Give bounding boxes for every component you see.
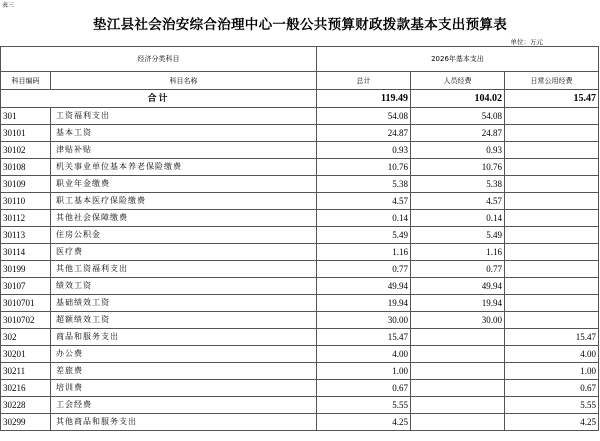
row-code: 30211 [1,363,51,380]
row-public: 1.00 [505,363,599,380]
row-personnel [411,329,505,346]
row-personnel: 0.77 [411,261,505,278]
row-public [505,244,599,261]
row-public [505,227,599,244]
row-code: 30110 [1,193,51,210]
row-total: 10.76 [317,159,411,176]
row-name: 工会经费 [51,397,317,414]
row-code: 3010702 [1,312,51,329]
table-row [1,380,599,397]
table-row [1,244,599,261]
row-name: 医疗费 [51,244,317,261]
row-personnel: 19.94 [411,295,505,312]
row-personnel: 49.94 [411,278,505,295]
row-personnel [411,414,505,431]
row-code: 30107 [1,278,51,295]
row-personnel: 10.76 [411,159,505,176]
row-name: 培训费 [51,380,317,397]
table-row [1,176,599,193]
budget-table [0,46,599,431]
row-total: 19.94 [317,295,411,312]
row-total: 5.49 [317,227,411,244]
row-public [505,142,599,159]
table-row [1,346,599,363]
row-name: 其他工资福利支出 [51,261,317,278]
row-public [505,176,599,193]
row-total: 5.55 [317,397,411,414]
row-name: 住房公积金 [51,227,317,244]
table-row [1,414,599,431]
table-row [1,397,599,414]
row-total: 4.00 [317,346,411,363]
row-name: 职业年金缴费 [51,176,317,193]
row-name: 津贴补贴 [51,142,317,159]
summary-public: 15.47 [505,90,599,108]
summary-label: 合计 [1,90,317,108]
row-total: 0.77 [317,261,411,278]
row-code: 30228 [1,397,51,414]
sheet-tag: 表三 [2,2,15,9]
page-title: 垫江县社会治安综合治理中心一般公共预算财政拨款基本支出预算表 [93,17,507,33]
row-code: 30102 [1,142,51,159]
row-public [505,278,599,295]
table-row [1,108,599,125]
table-row [1,278,599,295]
row-public [505,261,599,278]
table-row [1,329,599,346]
row-code: 30109 [1,176,51,193]
header-total: 总计 [317,72,411,90]
row-code: 3010701 [1,295,51,312]
row-public [505,295,599,312]
row-total: 4.57 [317,193,411,210]
row-public [505,210,599,227]
row-personnel: 30.00 [411,312,505,329]
summary-row [1,90,599,108]
header-econ-group: 经济分类科目 [1,47,317,72]
row-name: 工资福利支出 [51,108,317,125]
row-code: 30216 [1,380,51,397]
row-name: 其他社会保障缴费 [51,210,317,227]
table-row [1,261,599,278]
row-total: 30.00 [317,312,411,329]
row-public [505,125,599,142]
row-personnel: 54.08 [411,108,505,125]
row-code: 30113 [1,227,51,244]
row-name: 商品和服务支出 [51,329,317,346]
header-name: 科目名称 [51,72,317,90]
row-public: 5.55 [505,397,599,414]
row-name: 基本工资 [51,125,317,142]
row-code: 30299 [1,414,51,431]
table-row [1,159,599,176]
row-name: 基础绩效工资 [51,295,317,312]
row-name: 办公费 [51,346,317,363]
row-personnel: 0.93 [411,142,505,159]
row-name: 超额绩效工资 [51,312,317,329]
table-row [1,125,599,142]
row-personnel [411,380,505,397]
row-total: 49.94 [317,278,411,295]
row-total: 15.47 [317,329,411,346]
row-name: 机关事业单位基本养老保险缴费 [51,159,317,176]
row-name: 绩效工资 [51,278,317,295]
row-code: 30108 [1,159,51,176]
row-name: 差旅费 [51,363,317,380]
row-personnel [411,363,505,380]
row-total: 5.38 [317,176,411,193]
row-personnel [411,346,505,363]
row-code: 302 [1,329,51,346]
row-code: 30112 [1,210,51,227]
row-code: 30114 [1,244,51,261]
row-personnel: 4.57 [411,193,505,210]
unit-label: 单位：万元 [510,38,543,46]
table-row [1,227,599,244]
table-row [1,295,599,312]
row-personnel: 5.38 [411,176,505,193]
row-code: 30201 [1,346,51,363]
table-row [1,142,599,159]
row-total: 54.08 [317,108,411,125]
row-public [505,108,599,125]
table-row [1,193,599,210]
row-public: 0.67 [505,380,599,397]
row-public: 4.25 [505,414,599,431]
row-total: 0.67 [317,380,411,397]
row-code: 30101 [1,125,51,142]
row-personnel: 1.16 [411,244,505,261]
summary-personnel: 104.02 [411,90,505,108]
summary-total: 119.49 [317,90,411,108]
row-total: 24.87 [317,125,411,142]
row-total: 0.14 [317,210,411,227]
header-code: 科目编码 [1,72,51,90]
row-code: 30199 [1,261,51,278]
row-public [505,193,599,210]
row-code: 301 [1,108,51,125]
row-personnel: 24.87 [411,125,505,142]
row-public: 4.00 [505,346,599,363]
table-row [1,312,599,329]
row-personnel: 0.14 [411,210,505,227]
row-public [505,312,599,329]
row-total: 0.93 [317,142,411,159]
header-personnel: 人员经费 [411,72,505,90]
row-total: 1.00 [317,363,411,380]
header-public: 日常公用经费 [505,72,599,90]
row-personnel: 5.49 [411,227,505,244]
table-row [1,210,599,227]
row-personnel [411,397,505,414]
row-total: 1.16 [317,244,411,261]
row-public: 15.47 [505,329,599,346]
row-name: 其他商品和服务支出 [51,414,317,431]
row-name: 职工基本医疗保险缴费 [51,193,317,210]
header-year-group: 2026年基本支出 [317,47,599,72]
table-row [1,363,599,380]
row-public [505,159,599,176]
row-total: 4.25 [317,414,411,431]
